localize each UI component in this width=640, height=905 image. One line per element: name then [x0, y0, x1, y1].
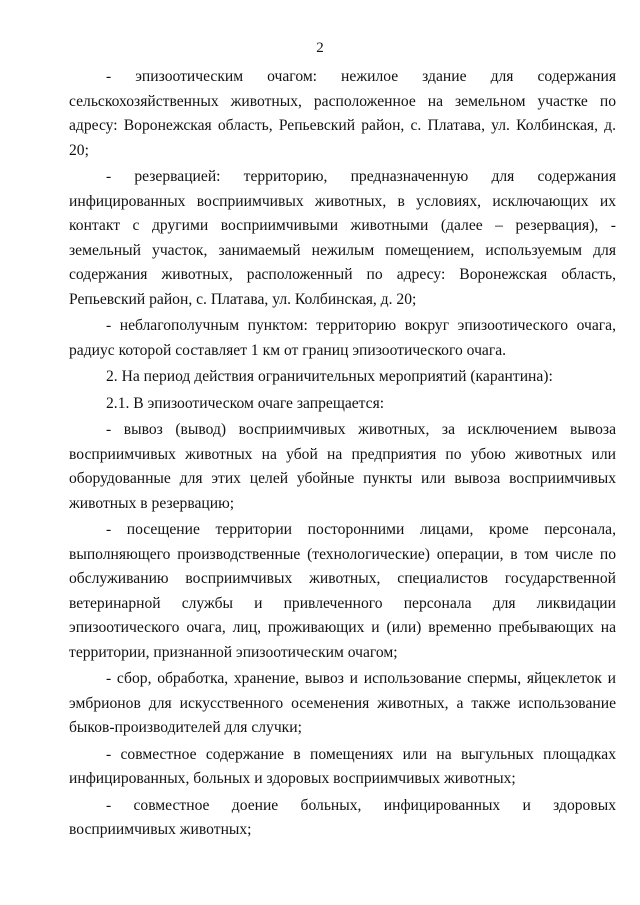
paragraph-semen-ban: - сбор, обработка, хранение, вывоз и использование спермы, яйцеклеток и эмбрионов для искусственного осеменения животных, а также использование быков-производителей для случки;: [69, 670, 616, 736]
document-body: [69, 65, 616, 843]
paragraph-reservation: - резервацией: территорию, предназначенную для содержания инфицированных восприимчивых животных, в условиях, исключающих их контакт с другими восприимчивыми животными (далее – резервация), - земельный участок, занимаемый нежилым помещением, используемым для содержания животных, расположенный по адресу: Воронежская область, Репьевский район, с. Платава, ул. Колбинская, д. 20;: [69, 168, 616, 308]
paragraph-export-ban: - вывоз (вывод) восприимчивых животных, за исключением вывоза восприимчивых животных на убой на предприятия по убою животных или оборудованные для этих целей убойные пункты или вывоза восприимчивых животных в резервацию;: [69, 421, 616, 512]
page-number: 2: [316, 40, 324, 56]
paragraph-joint-milking-ban: - совместное доение больных, инфицированных и здоровых восприимчивых животных;: [69, 796, 616, 838]
paragraph-section-2: 2. На период действия ограничительных мероприятий (карантина):: [106, 368, 553, 385]
paragraph-unfavorable-point: - неблагополучным пунктом: территорию вокруг эпизоотического очага, радиус которой составляет 1 км от границ эпизоотического очага.: [69, 317, 616, 359]
paragraph-section-2-1: 2.1. В эпизоотическом очаге запрещается:: [106, 394, 385, 412]
paragraph-visit-ban: - посещение территории посторонними лицами, кроме персонала, выполняющего производственные (технологические) операции, в том числе по обслуживанию восприимчивых животных, специалистов государственной ветеринарной службы и привлеченного персонала для ликвидации эпизоотического очага, лиц, проживающих и (или) временно пребывающих на территории, признанной эпизоотическим очагом;: [69, 521, 616, 661]
paragraph-joint-keeping-ban: - совместное содержание в помещениях или на выгульных площадках инфицированных, больных и здоровых восприимчивых животных;: [69, 745, 616, 787]
paragraph-episootic-focus: - эпизоотическим очагом: нежилое здание для содержания сельскохозяйственных животных, расположенное на земельном участке по адресу: Воронежская область, Репьевский район, с. Платава, ул. Колбинская, д. 20;: [69, 68, 616, 159]
